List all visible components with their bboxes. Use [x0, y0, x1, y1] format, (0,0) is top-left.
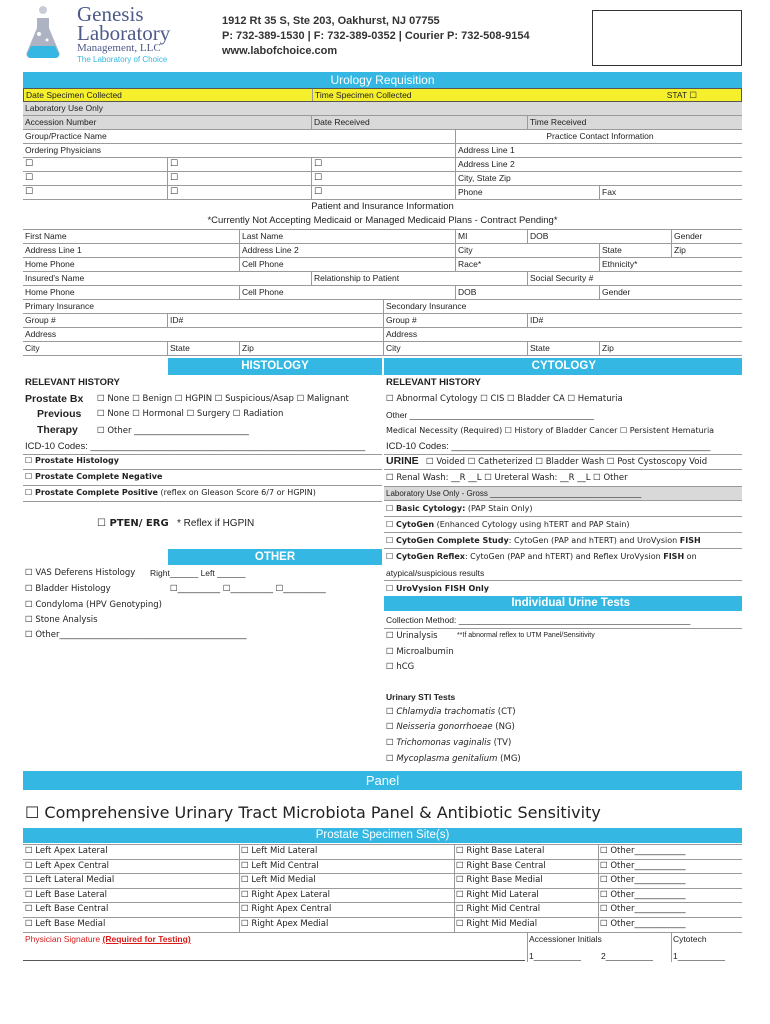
id-number-2-field[interactable]: ID#	[527, 314, 742, 327]
insured-row	[23, 272, 742, 286]
cytogen-checkbox[interactable]	[386, 520, 630, 529]
insurance-row	[23, 300, 742, 314]
pten-reflex-note: * Reflex if HGPIN	[177, 518, 255, 529]
cytogen-complete-note: : CytoGen (PAP and hTERT) and UroVysion	[508, 536, 680, 545]
other-test-field[interactable]: ☐ Other____________________________________________	[25, 630, 247, 640]
insurance-zip-field[interactable]: Zip	[239, 342, 383, 355]
cytogen-note: (Enhanced Cytology using hTERT and PAP Stain)	[434, 520, 630, 529]
signature-required: (Required for Testing)	[102, 934, 191, 944]
patient-address2-field[interactable]: Address Line 2	[239, 244, 455, 257]
patient-row-phone	[23, 258, 742, 272]
patient-row-address	[23, 244, 742, 258]
therapy-other-option[interactable]: ☐ Other ___________________________	[97, 426, 249, 436]
prostate-site-checkbox[interactable]: ☐ Right Mid Lateral	[456, 889, 539, 900]
prostate-complete-positive-note: (reflex on Gleason Score 6/7 or HGPIN)	[157, 488, 316, 497]
physician-checkbox[interactable]: ☐	[25, 159, 34, 169]
prostate-site-checkbox[interactable]: ☐ Right Apex Medial	[241, 919, 329, 929]
logo	[23, 2, 183, 66]
wash-options[interactable]: ☐ Renal Wash: __R __L ☐ Ureteral Wash: __R __L ☐ Other	[386, 473, 628, 483]
phone-field[interactable]: Phone	[455, 186, 599, 199]
patient-address1-field[interactable]: Address Line 1	[25, 245, 82, 255]
prostate-complete-positive-label: ☐ Prostate Complete Positive	[25, 488, 158, 497]
pten-erg-checkbox[interactable]: ☐ PTEN/ ERG	[97, 518, 169, 529]
cytology-other-field[interactable]: Other _______________________________________	[386, 410, 594, 420]
address-line1-field[interactable]: Address Line 1	[455, 144, 742, 157]
vas-deferens-checkbox[interactable]: ☐ VAS Deferens Histology	[25, 568, 136, 578]
time-collected-field[interactable]: Time Specimen Collected	[312, 89, 652, 101]
fish-on-label: FISH	[663, 552, 685, 561]
cytogen-label: ☐ CytoGen	[386, 520, 435, 529]
cytogen-reflex-checkbox[interactable]	[386, 552, 697, 561]
city-state-zip-field[interactable]: City, State Zip	[455, 172, 742, 185]
prostate-complete-positive-checkbox[interactable]	[25, 488, 316, 497]
patient-state-field[interactable]: State	[599, 244, 671, 257]
patient-section-title: Patient and Insurance Information	[311, 201, 454, 212]
cytogen-reflex-label: ☐ CytoGen Reflex	[386, 552, 465, 561]
basic-cytology-note: (PAP Stain Only)	[465, 504, 533, 513]
chlamydia-code: (CT)	[495, 707, 516, 717]
insurance-id-row	[23, 314, 742, 328]
home-phone-field[interactable]: Home Phone	[25, 259, 75, 269]
insured-cell-phone-field[interactable]: Cell Phone	[239, 286, 455, 299]
accession-row	[23, 116, 742, 130]
specimen-row	[23, 88, 742, 102]
accessioner-initials-label: Accessioner Initials	[529, 934, 602, 944]
cytotech-1-field[interactable]: 1__________	[673, 951, 726, 961]
signature-line[interactable]	[23, 960, 525, 961]
lab-phones: P: 732-389-1530 | F: 732-389-0352 | Courier P: 732-508-9154	[222, 30, 530, 42]
fish-label: FISH	[679, 536, 701, 545]
stone-analysis-checkbox[interactable]: ☐ Stone Analysis	[25, 615, 98, 625]
prostate-site-checkbox[interactable]: ☐ Other____________	[600, 889, 686, 900]
insurance-city-field[interactable]: City	[25, 343, 40, 353]
physician-signature-label	[25, 934, 191, 944]
patient-row-name	[23, 229, 742, 244]
trichomonas-label: Trichomonas vaginalis	[396, 738, 491, 748]
prostate-site-checkbox[interactable]: ☐ Left Apex Central	[25, 860, 109, 871]
insurance-address-2-field[interactable]: Address	[383, 328, 742, 341]
therapy-label: Therapy	[37, 424, 78, 436]
logo-line1: Genesis	[77, 2, 144, 26]
urinalysis-checkbox[interactable]: ☐ Urinalysis	[386, 631, 438, 641]
prostate-site-checkbox[interactable]: ☐ Left Base Lateral	[25, 889, 107, 900]
accession-field[interactable]: Accession Number	[25, 117, 97, 127]
signature-label: Physician Signature	[25, 934, 103, 944]
ethnicity-field[interactable]: Ethnicity*	[599, 258, 742, 271]
cytology-relevant-history: RELEVANT HISTORY	[386, 377, 481, 388]
urine-label: URINE	[386, 455, 419, 467]
physician-row-1	[23, 158, 742, 172]
previous-therapy-options[interactable]: ☐ None ☐ Hormonal ☐ Surgery ☐ Radiation	[97, 409, 284, 419]
secondary-insurance-field[interactable]: Secondary Insurance	[383, 300, 742, 313]
mycoplasma-code: (MG)	[497, 754, 521, 764]
lab-website: www.labofchoice.com	[222, 45, 338, 57]
date-collected-field[interactable]: Date Specimen Collected	[26, 90, 122, 100]
physicians-row	[23, 144, 742, 158]
dob-field[interactable]: DOB	[527, 230, 671, 243]
physician-row-3	[23, 186, 742, 200]
insurance-state-field[interactable]: State	[167, 342, 239, 355]
neisseria-label: Neisseria gonorrhoeae	[396, 722, 493, 732]
cytogen-reflex-note: : CytoGen (PAP and hTERT) and Reflex UroVysion	[464, 552, 664, 561]
insurance-city-2-field[interactable]: City	[383, 342, 527, 355]
barcode-box	[592, 10, 742, 66]
neisseria-checkbox[interactable]: ☐ Neisseria gonorrhoeae (NG)	[386, 722, 515, 732]
urine-collection-options[interactable]: ☐ Voided ☐ Catheterized ☐ Bladder Wash ☐ Post Cystoscopy Void	[426, 457, 708, 467]
relationship-field[interactable]: Relationship to Patient	[311, 272, 527, 285]
patient-city-field[interactable]: City	[455, 244, 599, 257]
lab-use-row	[23, 102, 742, 116]
microalbumin-checkbox[interactable]: ☐ Microalbumin	[386, 647, 454, 657]
physician-row-2	[23, 172, 742, 186]
logo-line2: Laboratory	[77, 21, 171, 45]
basic-cytology-checkbox[interactable]	[386, 504, 533, 513]
physician-checkbox[interactable]: ☐	[167, 186, 311, 199]
title-bar	[23, 72, 742, 88]
prostate-site-checkbox[interactable]: ☐ Left Mid Medial	[241, 875, 316, 886]
bladder-blank-fields[interactable]: ☐__________ ☐__________ ☐__________	[170, 584, 326, 594]
vas-sides-field[interactable]: Right______ Left ______	[150, 568, 246, 578]
hcg-checkbox[interactable]: ☐ hCG	[386, 662, 415, 672]
prostate-site-checkbox[interactable]: ☐ Right Base Lateral	[456, 846, 545, 856]
physician-checkbox[interactable]: ☐	[167, 172, 311, 185]
prostate-site-checkbox[interactable]: ☐ Right Apex Lateral	[241, 889, 331, 900]
neisseria-code: (NG)	[492, 722, 515, 732]
prostate-site-checkbox[interactable]: ☐ Right Base Medial	[456, 875, 543, 886]
group-practice-field[interactable]: Group/Practice Name	[25, 131, 107, 141]
prostate-site-checkbox[interactable]: ☐ Right Apex Central	[241, 904, 332, 915]
physician-checkbox[interactable]: ☐	[311, 172, 455, 185]
accessioner-1-field[interactable]: 1__________	[529, 951, 582, 961]
physician-checkbox[interactable]: ☐	[167, 158, 311, 171]
page-title: Urology Requisition	[330, 73, 435, 87]
physician-checkbox[interactable]: ☐	[25, 173, 34, 183]
cytogen-complete-label: ☐ CytoGen Complete Study	[386, 536, 509, 545]
previous-label: Previous	[37, 408, 82, 420]
urinalysis-note: **If abnormal reflex to UTM Panel/Sensitivity	[457, 632, 595, 639]
chlamydia-checkbox[interactable]: ☐ Chlamydia trachomatis (CT)	[386, 707, 516, 717]
address-line2-field[interactable]: Address Line 2	[455, 158, 742, 171]
insurance-address-row	[23, 328, 742, 342]
cell-phone-field[interactable]: Cell Phone	[239, 258, 455, 271]
other-header: OTHER	[168, 549, 382, 565]
ssn-field[interactable]: Social Security #	[527, 272, 742, 285]
logo-line3: Management, LLC	[77, 42, 161, 54]
insurance-state-2-field[interactable]: State	[527, 342, 599, 355]
lab-use-label: Laboratory Use Only	[25, 103, 103, 113]
urovysion-checkbox[interactable]: ☐ UroVysion FISH Only	[386, 584, 489, 593]
prostate-site-checkbox[interactable]: ☐ Other____________	[600, 846, 686, 856]
group-row	[23, 130, 742, 144]
signature-row	[23, 932, 742, 962]
prostate-site-checkbox[interactable]: ☐ Other____________	[600, 875, 686, 886]
insured-phone-row	[23, 286, 742, 300]
cytology-header: CYTOLOGY	[384, 358, 742, 375]
comprehensive-panel-checkbox[interactable]: ☐ Comprehensive Urinary Tract Microbiota Panel & Antibiotic Sensitivity	[25, 803, 601, 822]
prostate-site-checkbox[interactable]: ☐ Other____________	[600, 904, 686, 915]
insured-home-phone-field[interactable]: Home Phone	[25, 287, 75, 297]
prostate-histology-checkbox[interactable]: ☐ Prostate Histology	[25, 456, 119, 465]
time-received-field[interactable]: Time Received	[527, 116, 742, 129]
physician-checkbox[interactable]: ☐	[311, 186, 455, 199]
prostate-site-checkbox[interactable]: ☐ Other____________	[600, 919, 686, 929]
cytology-icd-codes[interactable]: ICD-10 Codes: _________________________________________________	[386, 441, 711, 452]
panel-header: Panel	[23, 771, 742, 790]
prostate-site-checkbox[interactable]: ☐ Other____________	[600, 860, 686, 871]
physician-checkbox[interactable]: ☐	[311, 158, 455, 171]
basic-cytology-label: ☐ Basic Cytology:	[386, 504, 466, 513]
histology-header: HISTOLOGY	[168, 358, 382, 375]
first-name-field[interactable]: First Name	[25, 231, 67, 241]
condyloma-checkbox[interactable]: ☐ Condyloma (HPV Genotyping)	[25, 600, 162, 610]
mi-field[interactable]: MI	[455, 230, 527, 243]
logo-flask-icon	[23, 4, 63, 64]
insurance-zip-2-field[interactable]: Zip	[599, 342, 742, 355]
fax-field[interactable]: Fax	[599, 186, 742, 199]
histology-relevant-history: RELEVANT HISTORY	[25, 377, 120, 388]
physician-checkbox[interactable]: ☐	[25, 187, 34, 197]
atypical-results-label: atypical/suspicious results	[386, 568, 485, 578]
prostate-site-checkbox[interactable]: ☐ Left Mid Lateral	[241, 846, 318, 856]
group-number-2-field[interactable]: Group #	[383, 314, 527, 327]
mycoplasma-label: Mycoplasma genitalium	[396, 754, 498, 764]
prostate-site-checkbox[interactable]: ☐ Left Base Central	[25, 904, 109, 915]
lab-address: 1912 Rt 35 S, Ste 203, Oakhurst, NJ 07755	[222, 15, 440, 27]
trichomonas-checkbox[interactable]: ☐ Trichomonas vaginalis (TV)	[386, 738, 512, 748]
insured-name-field[interactable]: Insured's Name	[25, 273, 85, 283]
collection-method-field[interactable]: Collection Method: _________________________________________________	[386, 615, 691, 625]
medical-necessity-options[interactable]: Medical Necessity (Required) ☐ History of Bladder Cancer ☐ Persistent Hematuria	[386, 426, 715, 435]
cytogen-complete-checkbox[interactable]	[386, 536, 701, 545]
sti-tests-label: Urinary STI Tests	[386, 692, 456, 702]
bladder-histology-checkbox[interactable]: ☐ Bladder Histology	[25, 584, 111, 594]
histology-icd-codes[interactable]: ICD-10 Codes: ____________________________________________________	[25, 441, 366, 452]
last-name-field[interactable]: Last Name	[239, 230, 455, 243]
stat-checkbox[interactable]: STAT ☐	[666, 90, 697, 100]
on-label: on	[684, 552, 697, 561]
race-field[interactable]: Race*	[455, 258, 599, 271]
primary-insurance-field[interactable]: Primary Insurance	[25, 301, 94, 311]
lab-gross-label[interactable]: Laboratory Use Only - Gross __________________________________	[386, 489, 642, 498]
prostate-site-checkbox[interactable]: ☐ Left Mid Central	[241, 860, 319, 871]
id-number-field[interactable]: ID#	[167, 314, 383, 327]
accessioner-2-field[interactable]: 2__________	[601, 951, 654, 961]
patient-zip-field[interactable]: Zip	[671, 244, 742, 257]
prostate-complete-negative-checkbox[interactable]: ☐ Prostate Complete Negative	[25, 472, 163, 481]
cytology-history-options[interactable]: ☐ Abnormal Cytology ☐ CIS ☐ Bladder CA ☐ Hematuria	[386, 394, 623, 404]
logo-tagline: The Laboratory of Choice	[77, 55, 168, 64]
lab-gross-row	[384, 486, 742, 501]
prostate-sites-header: Prostate Specimen Site(s)	[23, 828, 742, 843]
prostate-site-checkbox[interactable]: ☐ Left Apex Lateral	[25, 846, 108, 856]
prostate-bx-label: Prostate Bx	[25, 393, 84, 405]
date-received-field[interactable]: Date Received	[311, 116, 527, 129]
prostate-sites-grid	[23, 844, 742, 932]
prostate-site-checkbox[interactable]: ☐ Left Base Medial	[25, 919, 106, 929]
cytotech-label: Cytotech	[673, 934, 707, 944]
insured-dob-field[interactable]: DOB	[455, 286, 599, 299]
insurance-city-row	[23, 342, 742, 356]
insurance-address-field[interactable]: Address	[25, 329, 57, 339]
trichomonas-code: (TV)	[490, 738, 512, 748]
chlamydia-label: Chlamydia trachomatis	[396, 707, 496, 717]
prostate-site-checkbox[interactable]: ☐ Left Lateral Medial	[25, 875, 115, 886]
mycoplasma-checkbox[interactable]: ☐ Mycoplasma genitalium (MG)	[386, 754, 521, 764]
patient-section-subtitle: *Currently Not Accepting Medicaid or Managed Medicaid Plans - Contract Pending*	[207, 215, 558, 226]
ordering-physicians-label: Ordering Physicians	[25, 145, 102, 155]
prostate-bx-options[interactable]: ☐ None ☐ Benign ☐ HGPIN ☐ Suspicious/Asap ☐ Malignant	[97, 394, 349, 404]
prostate-site-checkbox[interactable]: ☐ Right Base Central	[456, 860, 546, 871]
urine-tests-header: Individual Urine Tests	[384, 596, 742, 611]
insured-gender-field[interactable]: Gender	[599, 286, 742, 299]
prostate-site-checkbox[interactable]: ☐ Right Mid Medial	[456, 919, 538, 929]
practice-contact-label: Practice Contact Information	[455, 130, 742, 143]
gender-field[interactable]: Gender	[671, 230, 742, 243]
group-number-field[interactable]: Group #	[25, 315, 56, 325]
prostate-site-checkbox[interactable]: ☐ Right Mid Central	[456, 904, 541, 915]
